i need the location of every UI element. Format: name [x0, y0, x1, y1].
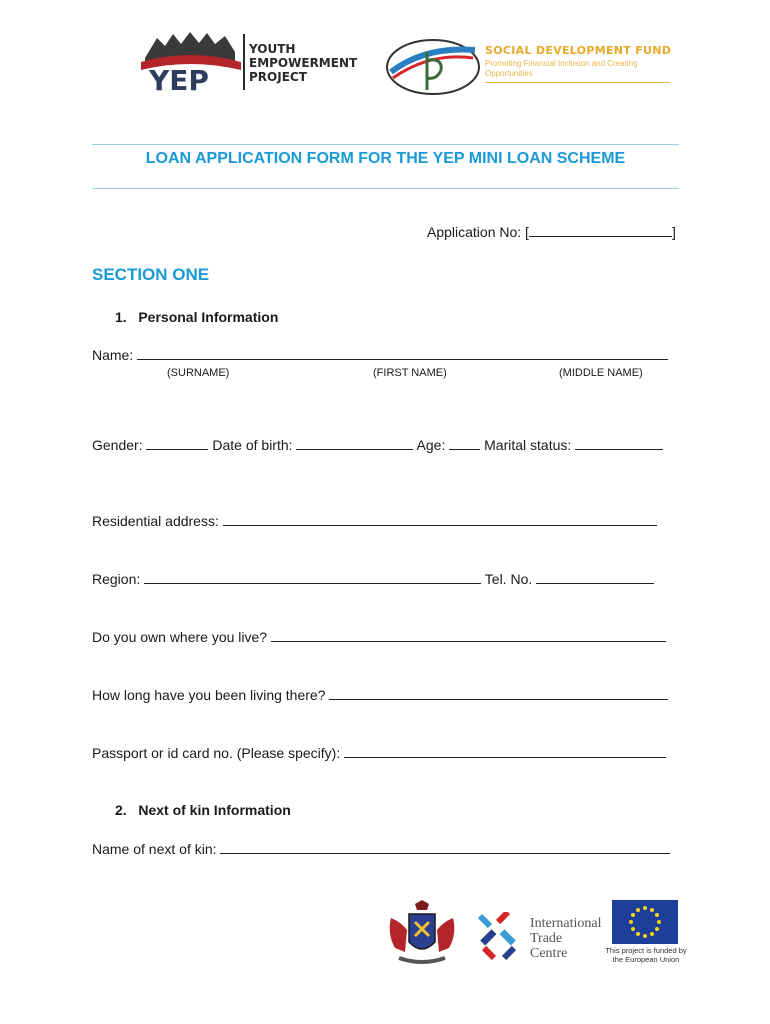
marital-label: Marital status: [484, 437, 572, 453]
passport-label: Passport or id card no. (Please specify): [92, 745, 341, 761]
yep-logo [135, 28, 375, 96]
itc-line2: Trade [530, 931, 563, 946]
own-label: Do you own where you live? [92, 629, 268, 645]
itc-line1: International [530, 916, 602, 931]
yep-letters: YEP [149, 64, 209, 94]
kin-heading: 2. Next of kin Information [115, 802, 291, 818]
own-row [92, 629, 666, 645]
address-row [92, 513, 657, 529]
age-field[interactable] [449, 437, 480, 450]
middle-name-caption: (MIDDLE NAME) [559, 367, 643, 379]
sdf-logo [385, 38, 685, 96]
region-label: Region: [92, 571, 141, 587]
how-long-field[interactable] [329, 687, 668, 700]
how-long-label: How long have you been living there? [92, 687, 326, 703]
title-rule-bottom [92, 188, 679, 189]
region-row [92, 571, 654, 587]
dob-field[interactable] [296, 437, 413, 450]
region-field[interactable] [144, 571, 481, 584]
gender-row [92, 437, 663, 453]
yep-line2: EMPOWERMENT [249, 56, 358, 70]
sdf-name: SOCIAL DEVELOPMENT FUND [485, 44, 672, 57]
address-field[interactable] [223, 513, 657, 526]
form-title: LOAN APPLICATION FORM FOR THE YEP MINI LOAN SCHEME [145, 150, 626, 167]
yep-line3: PROJECT [249, 70, 307, 84]
passport-row [92, 745, 666, 761]
name-field[interactable] [137, 347, 668, 360]
eu-flag-icon [612, 900, 678, 944]
name-label: Name: [92, 347, 134, 363]
itc-line3: Centre [530, 946, 568, 961]
name-row [92, 347, 668, 363]
application-no [427, 224, 676, 240]
address-label: Residential address: [92, 513, 219, 529]
sdf-emblem-icon [385, 38, 481, 96]
own-field[interactable] [271, 629, 666, 642]
yep-crowd-icon [135, 28, 245, 94]
title-rule-top [92, 144, 679, 145]
kin-name-label: Name of next of kin: [92, 841, 217, 857]
section-one-heading: SECTION ONE [92, 265, 210, 284]
gender-label: Gender: [92, 437, 143, 453]
tel-field[interactable] [536, 571, 654, 584]
personal-info-heading: 1. Personal Information [115, 309, 279, 325]
yep-line1: YOUTH [249, 42, 296, 56]
how-long-row [92, 687, 668, 703]
application-no-field[interactable] [529, 224, 672, 237]
first-name-caption: (FIRST NAME) [373, 367, 447, 379]
gender-field[interactable] [146, 437, 208, 450]
itc-text [530, 916, 602, 961]
surname-caption: (SURNAME) [167, 367, 230, 379]
eu-line1: This project is funded by [605, 946, 687, 955]
sdf-tagline: Promoting Financial Inclusion and Creating Opportunities [485, 59, 638, 78]
eu-line2: the European Union [612, 955, 680, 964]
eu-caption [604, 946, 688, 964]
passport-field[interactable] [344, 745, 666, 758]
dob-label: Date of birth: [212, 437, 293, 453]
gambia-coat-of-arms-icon [385, 900, 459, 968]
tel-label: Tel. No. [484, 571, 533, 587]
kin-name-row [92, 841, 670, 857]
application-no-close: ] [671, 224, 676, 240]
age-label: Age: [416, 437, 446, 453]
kin-name-field[interactable] [220, 841, 670, 854]
itc-logo-icon [474, 912, 526, 964]
application-no-label: Application No: [ [427, 224, 529, 240]
marital-field[interactable] [575, 437, 663, 450]
